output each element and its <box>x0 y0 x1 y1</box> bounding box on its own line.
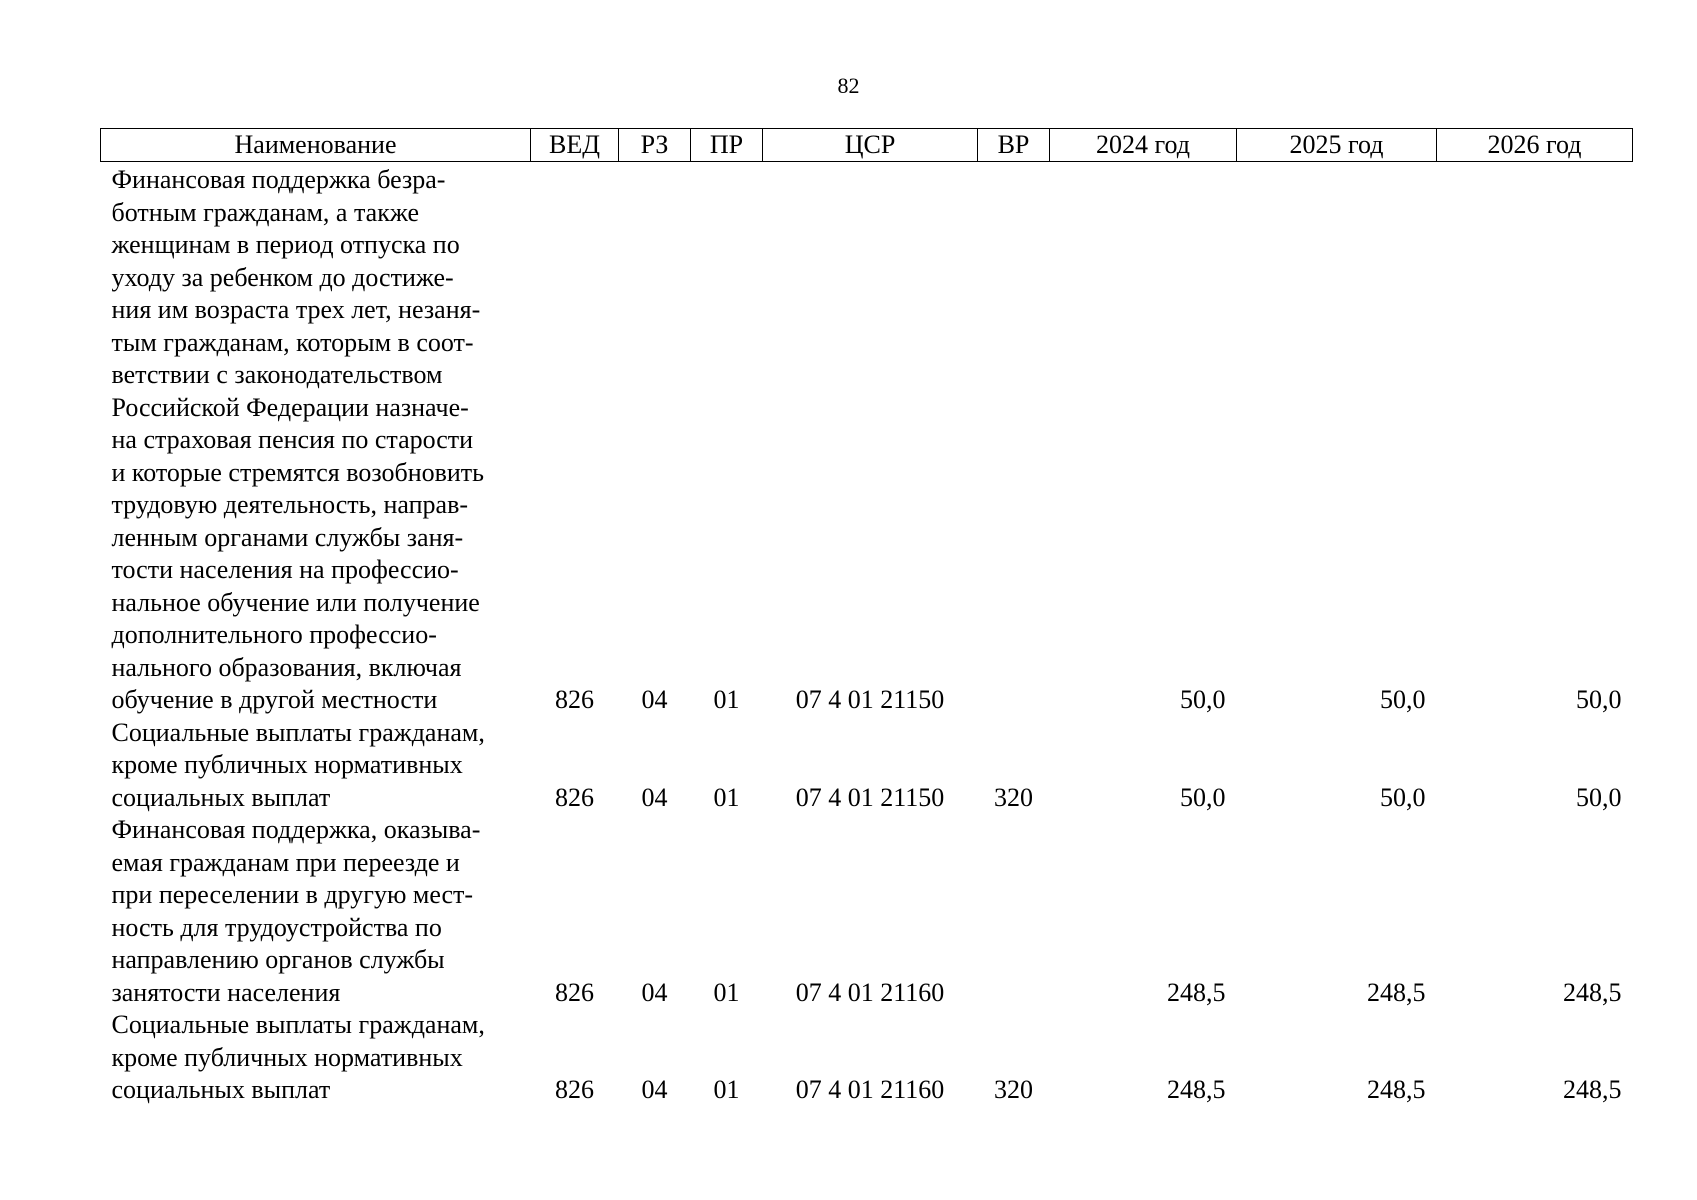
cell-ved: 826 <box>555 782 594 812</box>
name-line: занятости населения <box>111 977 341 1007</box>
name-line: социальных выплат <box>111 782 331 812</box>
cell-2025: 50,0 <box>1380 782 1426 812</box>
cell-pr: 01 <box>713 977 740 1007</box>
cell-pr: 01 <box>713 782 740 812</box>
cell-2024: 50,0 <box>1180 782 1226 812</box>
name-line: ность для трудоустройства по <box>111 912 442 942</box>
name-line: ния им возраста трех лет, незаня- <box>111 295 481 324</box>
cell-rz: 04 <box>641 1075 668 1104</box>
name-line: и которые стремятся возобновить <box>111 457 485 487</box>
cell-2026: 248,5 <box>1563 1075 1622 1104</box>
name-line: ботным гражданам, а также <box>111 197 419 227</box>
name-line: дополнительного профессио- <box>111 620 437 649</box>
cell-rz: 04 <box>641 782 668 812</box>
name-line: Российской Федерации назначе- <box>111 392 469 422</box>
header-pr: ПР <box>691 129 763 162</box>
name-line: тым гражданам, которым в соот- <box>111 327 474 357</box>
header-2025: 2025 год <box>1237 129 1437 162</box>
table-row <box>101 1009 1633 1107</box>
cell-2026: 50,0 <box>1576 685 1622 714</box>
table-row <box>101 717 1633 815</box>
cell-csr: 07 4 01 21150 <box>795 685 945 714</box>
name-line: кроме публичных нормативных <box>111 1042 463 1072</box>
cell-2025: 50,0 <box>1380 685 1426 714</box>
cell-2025: 248,5 <box>1367 977 1426 1007</box>
name-line: на страховая пенсия по старости <box>111 425 474 454</box>
cell-2024: 50,0 <box>1180 685 1226 714</box>
header-2026: 2026 год <box>1437 129 1633 162</box>
header-name: Наименование <box>101 129 531 162</box>
name-line: тости населения на профессио- <box>111 555 459 584</box>
cell-vr: 320 <box>994 782 1033 812</box>
cell-csr: 07 4 01 21160 <box>795 977 945 1007</box>
page-number: 82 <box>837 73 860 98</box>
cell-2025: 248,5 <box>1367 1075 1426 1104</box>
cell-2026: 248,5 <box>1563 977 1622 1007</box>
cell-2024: 248,5 <box>1167 1075 1226 1104</box>
cell-2026: 50,0 <box>1576 782 1622 812</box>
name-line: ленным органами службы заня- <box>111 522 464 552</box>
cell-ved: 826 <box>555 977 594 1007</box>
cell-name <box>101 162 531 717</box>
name-line: ветствии с законодательством <box>111 360 443 389</box>
name-line: нальное обучение или получение <box>111 587 480 617</box>
cell-pr: 01 <box>713 1075 740 1104</box>
table-row <box>101 814 1633 1009</box>
name-line: Социальные выплаты гражданам, <box>111 717 485 747</box>
cell-csr: 07 4 01 21150 <box>795 782 945 812</box>
name-line: социальных выплат <box>111 1075 331 1104</box>
name-line: Социальные выплаты гражданам, <box>111 1010 485 1039</box>
cell-ved: 826 <box>555 685 594 714</box>
name-line: нального образования, включая <box>111 652 462 682</box>
header-2024: 2024 год <box>1050 129 1237 162</box>
name-line: емая гражданам при переезде и <box>111 847 460 877</box>
name-line: Финансовая поддержка безра- <box>111 165 446 194</box>
cell-ved: 826 <box>555 1075 594 1104</box>
table-row <box>101 162 1633 717</box>
cell-vr: 320 <box>994 1075 1033 1104</box>
name-line: уходу за ребенком до достиже- <box>111 262 454 292</box>
cell-name <box>101 717 531 815</box>
header-vr: ВР <box>978 129 1050 162</box>
header-ved: ВЕД <box>531 129 619 162</box>
name-line: при переселении в другую мест- <box>111 880 474 909</box>
header-csr: ЦСР <box>763 129 978 162</box>
cell-vr <box>978 814 1050 1009</box>
cell-rz: 04 <box>641 977 668 1007</box>
table-header-row <box>101 129 1633 162</box>
cell-2024: 248,5 <box>1167 977 1226 1007</box>
cell-pr: 01 <box>713 685 740 714</box>
cell-csr: 07 4 01 21160 <box>795 1075 945 1104</box>
header-rz: РЗ <box>619 129 691 162</box>
cell-rz: 04 <box>641 685 668 714</box>
cell-name <box>101 1009 531 1107</box>
name-line: трудовую деятельность, направ- <box>111 490 469 519</box>
cell-vr <box>978 162 1050 717</box>
name-line: кроме публичных нормативных <box>111 750 463 779</box>
name-line: женщинам в период отпуска по <box>111 230 460 259</box>
name-line: направлению органов службы <box>111 945 445 974</box>
cell-name <box>101 814 531 1009</box>
name-line: Финансовая поддержка, оказыва- <box>111 815 481 844</box>
name-line: обучение в другой местности <box>111 685 438 714</box>
budget-table <box>100 128 1633 1107</box>
